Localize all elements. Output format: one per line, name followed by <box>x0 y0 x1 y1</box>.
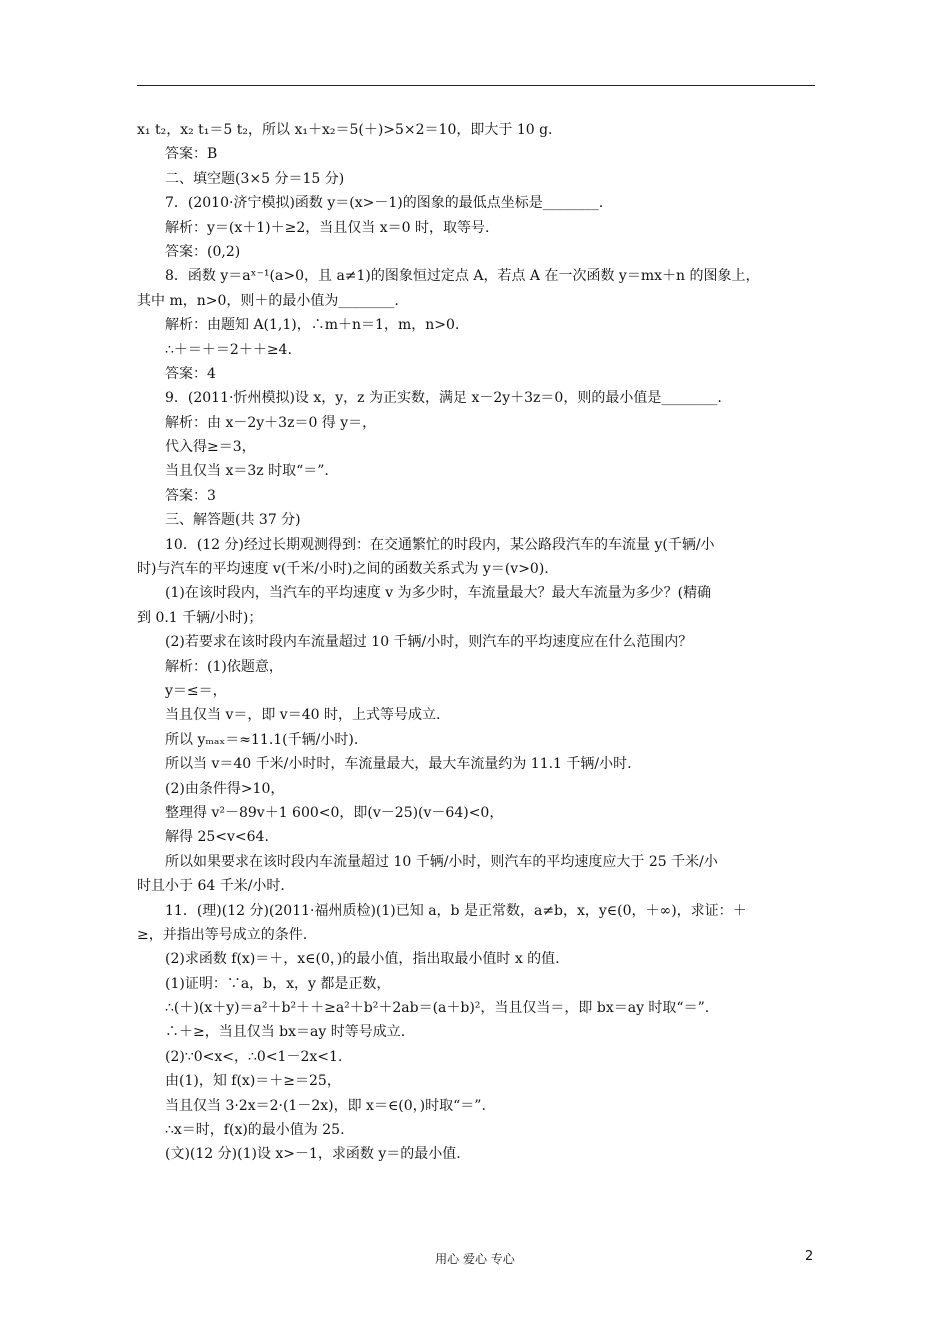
text-line: ≥，并指出等号成立的条件. <box>137 926 308 943</box>
text-line: 时且小于 64 千米/小时. <box>137 878 285 895</box>
text-line: 其中 m，n>0，则＋的最小值为________. <box>137 292 399 309</box>
text-line: 解得 25<v<64. <box>165 829 269 846</box>
text-line: 所以当 v＝40 千米/小时时，车流量最大，最大车流量约为 11.1 千辆/小时. <box>165 756 632 773</box>
text-line: (1)在该时段内，当汽车的平均速度 v 为多少时，车流量最大？最大车流量为多少？(精确 <box>165 585 712 602</box>
text-line: (文)(12 分)(1)设 x>－1，求函数 y＝的最小值. <box>165 1146 461 1163</box>
text-line: (2)由条件得>10， <box>165 780 285 797</box>
header-rule <box>137 85 815 86</box>
text-line: 解析：(1)依题意， <box>165 658 283 675</box>
text-line: (2)∵0<x<，∴0<1－2x<1. <box>165 1048 343 1065</box>
text-line: ∴＋≥，当且仅当 bx＝ay 时等号成立. <box>165 1024 406 1041</box>
text-line: 所以如果要求在该时段内车流量超过 10 千辆/小时，则汽车的平均速度应大于 25 千米/小 <box>165 853 718 870</box>
page-number: 2 <box>805 1249 814 1264</box>
text-line: ∴＋＝＋＝2＋＋≥4. <box>165 341 292 358</box>
text-line: 二、填空题(3×5 分＝15 分) <box>165 170 345 187</box>
text-line: 10．(12 分)经过长期观测得到：在交通繁忙的时段内，某公路段汽车的车流量 y(千辆/小 <box>165 536 715 553</box>
text-line: y＝≤＝， <box>165 682 227 699</box>
text-line: ∴(＋)(x＋y)＝a²＋b²＋＋≥a²＋b²＋2ab＝(a＋b)²，当且仅当＝，即 bx＝ay 时取“＝”. <box>165 1000 710 1017</box>
text-line: 时)与汽车的平均速度 v(千米/小时)之间的函数关系式为 y＝(v>0). <box>137 561 549 578</box>
text-line: 答案：B <box>165 146 218 163</box>
text-line: 代入得≥＝3， <box>165 439 256 456</box>
text-line: 解析：由 x－2y＋3z＝0 得 y＝， <box>165 414 377 431</box>
text-line: 答案：3 <box>165 487 216 504</box>
text-line: (2)求函数 f(x)＝＋，x∈(0，)的最小值，指出取最小值时 x 的值. <box>165 951 560 968</box>
text-line: 所以 yₘₐₓ＝≈11.1(千辆/小时). <box>165 731 359 748</box>
text-line: 由(1)，知 f(x)＝＋≥＝25， <box>165 1073 341 1090</box>
text-line: 整理得 v²－89v＋1 600<0，即(v－25)(v－64)<0， <box>165 804 504 821</box>
text-line: (2)若要求在该时段内车流量超过 10 千辆/小时，则汽车的平均速度应在什么范围内？ <box>165 634 693 651</box>
text-line: 解析：由题知 A(1,1)，∴m＋n＝1，m，n>0. <box>165 317 460 334</box>
text-line: 答案：(0,2) <box>165 243 241 260</box>
text-line: 当且仅当 x＝3z 时取“＝”. <box>165 463 329 480</box>
text-line: 11．(理)(12 分)(2011·福州质检)(1)已知 a，b 是正常数，a≠b，x，y∈(0，＋∞)，求证：＋ <box>165 902 747 919</box>
text-line: 当且仅当 v＝，即 v＝40 时，上式等号成立. <box>165 707 441 724</box>
text-line: 答案：4 <box>165 365 216 382</box>
text-line: 7．(2010·济宁模拟)函数 y＝(x>－1)的图象的最低点坐标是________. <box>165 195 604 212</box>
text-line: ∴x＝时，f(x)的最小值为 25. <box>165 1122 345 1139</box>
text-line: 8．函数 y＝aˣ⁻¹(a>0，且 a≠1)的图象恒过定点 A，若点 A 在一次函数 y＝mx＋n 的图象上， <box>165 268 760 285</box>
text-line: 解析：y＝(x＋1)＋≥2，当且仅当 x＝0 时，取等号. <box>165 219 490 236</box>
text-line: 三、解答题(共 37 分) <box>165 512 301 529</box>
page-body <box>137 118 815 1167</box>
text-line: 当且仅当 3·2x＝2·(1－2x)，即 x＝∈(0，)时取“＝”. <box>165 1097 486 1114</box>
text-line: (1)证明：∵a，b，x，y 都是正数， <box>165 975 391 992</box>
text-line: 到 0.1 千辆/小时)； <box>137 609 263 626</box>
text-line: x₁ t₂，x₂ t₁＝5 t₂，所以 x₁＋x₂＝5(＋)>5×2＝10，即大于 10 g. <box>137 122 553 138</box>
text-line: 9．(2011·忻州模拟)设 x，y，z 为正实数，满足 x－2y＋3z＝0，则的最小值是________. <box>165 390 722 407</box>
page-footer: 用心 爱心 专心 <box>435 1252 515 1266</box>
